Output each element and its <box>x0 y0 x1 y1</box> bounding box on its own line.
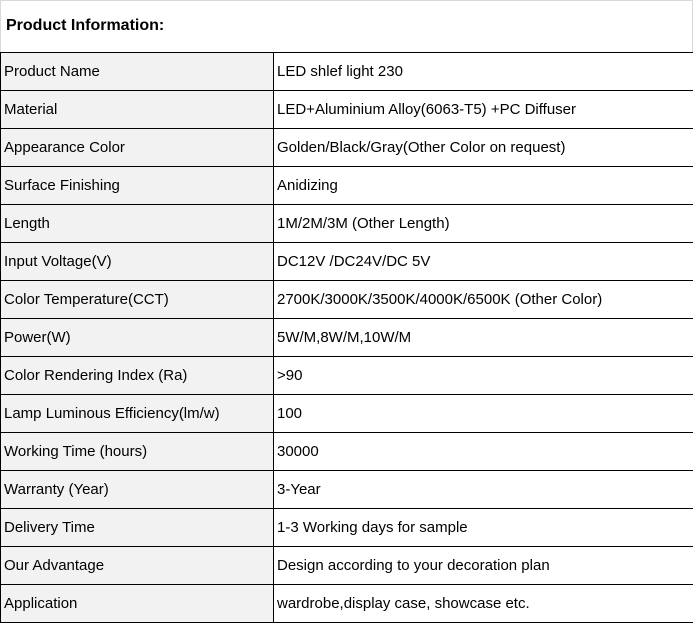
table-row <box>1 167 693 205</box>
spec-value: Design according to your decoration plan <box>274 547 693 585</box>
spec-value: wardrobe,display case, showcase etc. <box>274 585 693 623</box>
table-row <box>1 547 693 585</box>
table-row <box>1 281 693 319</box>
spec-label: Lamp Luminous Efficiency(lm/w) <box>1 395 274 433</box>
table-row <box>1 205 693 243</box>
table-row <box>1 357 693 395</box>
spec-value: 30000 <box>274 433 693 471</box>
table-row <box>1 91 693 129</box>
spec-label: Delivery Time <box>1 509 274 547</box>
spec-table <box>0 52 693 623</box>
table-row <box>1 243 693 281</box>
table-row <box>1 471 693 509</box>
spec-label: Surface Finishing <box>1 167 274 205</box>
spec-label: Material <box>1 91 274 129</box>
spec-value: 5W/M,8W/M,10W/M <box>274 319 693 357</box>
spec-label: Input Voltage(V) <box>1 243 274 281</box>
spec-label: Appearance Color <box>1 129 274 167</box>
table-row <box>1 129 693 167</box>
spec-value: 3-Year <box>274 471 693 509</box>
spec-label: Product Name <box>1 53 274 91</box>
product-info-header <box>0 0 693 52</box>
table-row <box>1 509 693 547</box>
table-row <box>1 395 693 433</box>
table-row <box>1 433 693 471</box>
spec-label: Power(W) <box>1 319 274 357</box>
spec-value: >90 <box>274 357 693 395</box>
table-row <box>1 53 693 91</box>
table-row <box>1 585 693 623</box>
spec-value: Golden/Black/Gray(Other Color on request) <box>274 129 693 167</box>
spec-label: Application <box>1 585 274 623</box>
spec-value: 1-3 Working days for sample <box>274 509 693 547</box>
spec-label: Our Advantage <box>1 547 274 585</box>
spec-label: Color Rendering Index (Ra) <box>1 357 274 395</box>
page-title: Product Information: <box>6 17 165 34</box>
spec-label: Warranty (Year) <box>1 471 274 509</box>
spec-value: LED shlef light 230 <box>274 53 693 91</box>
spec-value: 2700K/3000K/3500K/4000K/6500K (Other Color) <box>274 281 693 319</box>
spec-value: 100 <box>274 395 693 433</box>
spec-label: Length <box>1 205 274 243</box>
spec-value: LED+Aluminium Alloy(6063-T5) +PC Diffuser <box>274 91 693 129</box>
spec-value: 1M/2M/3M (Other Length) <box>274 205 693 243</box>
spec-label: Color Temperature(CCT) <box>1 281 274 319</box>
table-row <box>1 319 693 357</box>
spec-value: DC12V /DC24V/DC 5V <box>274 243 693 281</box>
spec-value: Anidizing <box>274 167 693 205</box>
spec-label: Working Time (hours) <box>1 433 274 471</box>
